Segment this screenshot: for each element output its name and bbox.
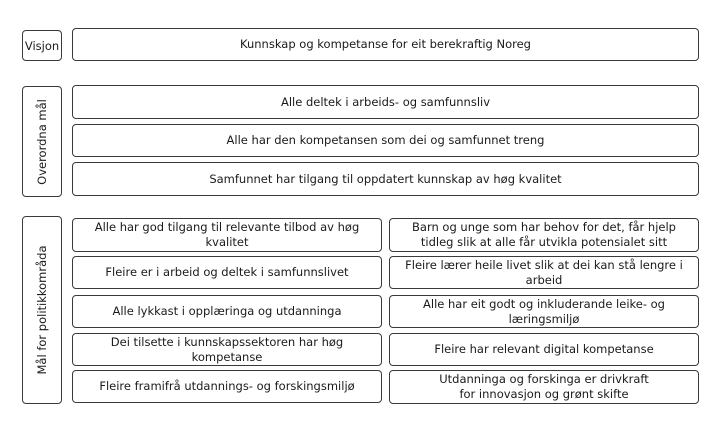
policy-goal-left-4: Dei tilsette i kunnskapssektoren har høg kompetanse — [72, 333, 382, 366]
policy-goal-right-3: Alle har eit godt og inkluderande leike- og læringsmiljø — [389, 295, 699, 328]
overall-goals-label: Overordna mål — [35, 98, 49, 185]
vision-label: Visjon — [24, 38, 60, 53]
policy-goals-label-box — [22, 216, 62, 404]
policy-goal-right-1: Barn og unge som har behov for det, får hjelp tidleg slik at alle får utvikla potensialet sitt — [389, 218, 699, 252]
overall-goals-label-box — [22, 86, 62, 197]
overall-goal-1: Alle deltek i arbeids- og samfunnsliv — [72, 85, 699, 119]
policy-goal-left-1: Alle har god tilgang til relevante tilbod av høg kvalitet — [72, 218, 382, 252]
vision-label-box — [22, 30, 62, 61]
overall-goal-2: Alle har den kompetansen som dei og samfunnet treng — [72, 124, 699, 157]
policy-goals-label: Mål for politikkområda — [35, 245, 49, 375]
policy-goal-right-5: Utdanninga og forskinga er drivkraft for innovasjon og grønt skifte — [389, 370, 699, 404]
policy-goal-right-4: Fleire har relevant digital kompetanse — [389, 333, 699, 366]
policy-goal-left-2: Fleire er i arbeid og deltek i samfunnslivet — [72, 256, 382, 289]
vision-box: Kunnskap og kompetanse for eit berekraftig Noreg — [72, 28, 699, 61]
policy-goal-left-3: Alle lykkast i opplæringa og utdanninga — [72, 295, 382, 328]
policy-goal-right-2: Fleire lærer heile livet slik at dei kan stå lengre i arbeid — [389, 256, 699, 289]
overall-goal-3: Samfunnet har tilgang til oppdatert kunnskap av høg kvalitet — [72, 162, 699, 196]
policy-goal-left-5: Fleire framifrå utdannings- og forskingsmiljø — [72, 370, 382, 403]
